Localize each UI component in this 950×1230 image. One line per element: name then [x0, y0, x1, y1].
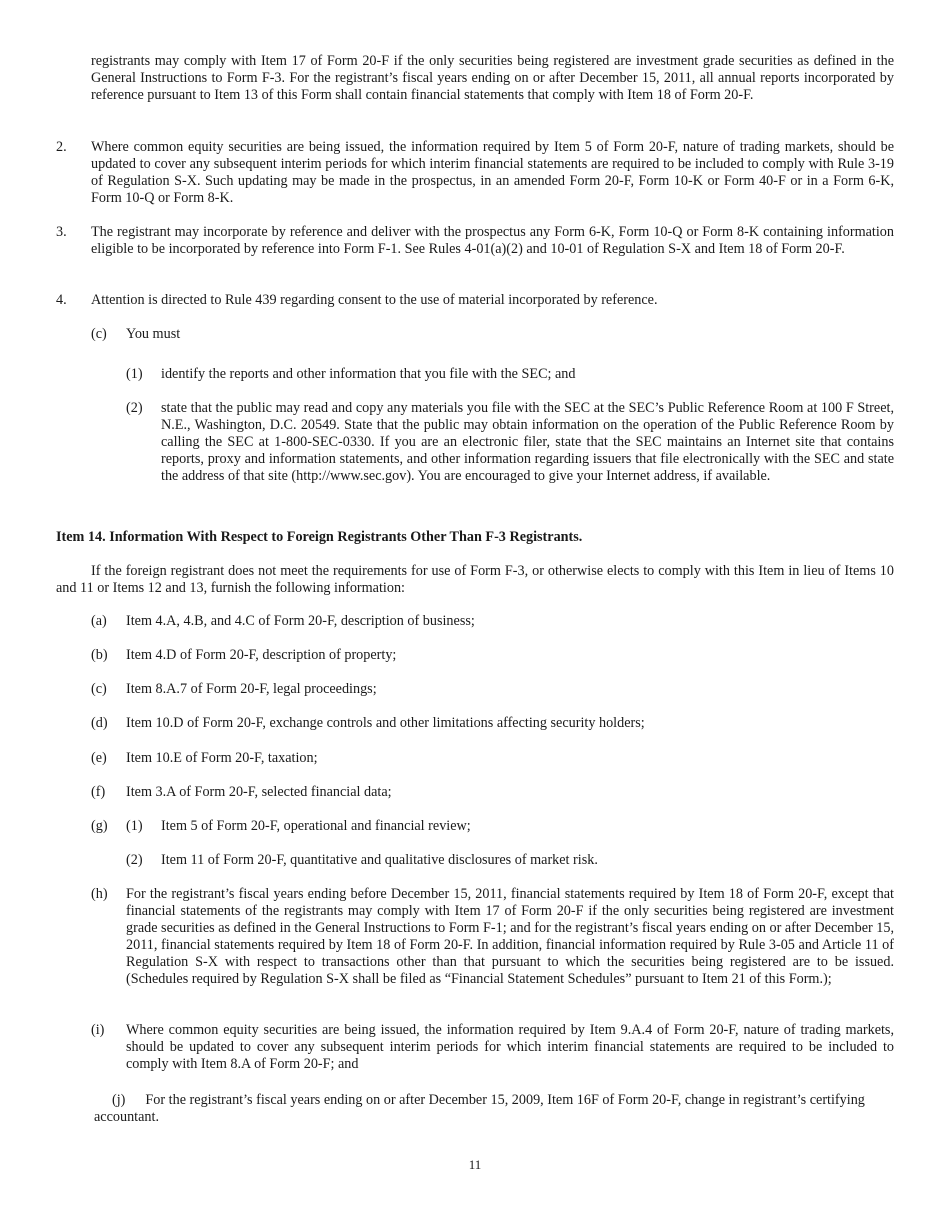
item-label: (b)	[91, 647, 108, 663]
item-label: (f)	[91, 784, 106, 800]
instruction-4-text: Attention is directed to Rule 439 regarding consent to the use of material incorporated by reference.	[91, 292, 658, 308]
subitem-label: (2)	[126, 400, 143, 416]
intro-paragraph	[56, 563, 894, 597]
item-text: Item 4.D of Form 20-F, description of property;	[126, 647, 397, 663]
instruction-text	[91, 224, 894, 258]
item-h-label: (h)	[91, 886, 108, 902]
instruction-number: 2.	[56, 139, 67, 155]
continuation-paragraph	[91, 53, 894, 104]
item-label: (a)	[91, 613, 107, 629]
item-g-label: (g)	[91, 818, 108, 834]
item-g-sub2-label: (2)	[126, 852, 143, 868]
intro-text: If the foreign registrant does not meet the requirements for use of Form F-3, or otherwise elects to comply with this Item in lieu of Items 10 and 11 or Items 12 and 13, furnish the following information:	[56, 563, 894, 596]
item-j-text: For the registrant’s fiscal years ending on or after December 15, 2009, Item 16F of Form 20-F, change in registrant’s certifying accountant.	[94, 1092, 865, 1125]
subitem-2-text: state that the public may read and copy any materials you file with the SEC at the SEC’s Public Reference Room at 100 F Street, N.E., Washington, D.C. 20549. State that the public may obtain information on the operation of the Public Reference Room by calling the SEC at 1-800-SEC-0330. If you are an electronic filer, state that the SEC maintains an Internet site that contains reports, proxy and information statements, and other information regarding issuers that file electronically with the SEC and state the address of that site (http://www.sec.gov). You are encouraged to give your Internet address, if available.	[161, 400, 894, 484]
item-j-paragraph	[94, 1092, 876, 1126]
item-i-label: (i)	[91, 1022, 105, 1038]
item-text: Item 4.A, 4.B, and 4.C of Form 20-F, description of business;	[126, 613, 475, 629]
item-g-sub1-label: (1)	[126, 818, 143, 834]
instruction-text	[91, 292, 894, 309]
item-g-sub2-text: Item 11 of Form 20-F, quantitative and qualitative disclosures of market risk.	[161, 852, 598, 868]
continuation-text: registrants may comply with Item 17 of Form 20-F if the only securities being registered are investment grade securities as defined in the General Instructions to Form F-3. For the registrant’s fiscal years ending on or after December 15, 2011, all annual reports incorporated by reference pursuant to Item 13 of this Form shall contain financial statements that comply with Item 18 of Form 20-F.	[91, 53, 894, 103]
item-label: (e)	[91, 750, 107, 766]
item-c-text: You must	[126, 326, 181, 342]
item-text: Item 10.D of Form 20-F, exchange controls and other limitations affecting security holders;	[126, 715, 645, 731]
instruction-number: 4.	[56, 292, 67, 308]
instruction-number: 3.	[56, 224, 67, 240]
page-number: 11	[468, 1157, 482, 1172]
subitem-label: (1)	[126, 366, 143, 382]
item-j-label: (j)	[112, 1092, 126, 1108]
item-text: Item 3.A of Form 20-F, selected financial data;	[126, 784, 392, 800]
item-label: (c)	[91, 681, 107, 697]
instruction-text	[91, 139, 894, 207]
instruction-3-text: The registrant may incorporate by reference and deliver with the prospectus any Form 6-K, Form 10-Q or Form 8-K containing information eligible to be incorporated by reference into Form F-1. See Rules 4-01(a)(2) and 10-01 of Regulation S-X and Item 18 of Form 20-F.	[91, 224, 894, 257]
item-text: Item 8.A.7 of Form 20-F, legal proceedings;	[126, 681, 377, 697]
item-i-text: Where common equity securities are being issued, the information required by Item 9.A.4 of Form 20-F, nature of trading markets, should be updated to cover any subsequent interim periods for which interim financial statements are required to be included to comply with Item 8.A of Form 20-F; and	[126, 1022, 894, 1072]
item-h-text: For the registrant’s fiscal years ending before December 15, 2011, financial statements required by Item 18 of Form 20-F, except that financial statements of the registrants may comply with Item 17 of Form 20-F if the only securities being registered are investment grade securities as defined in the General Instructions to Form F-1; and for the registrant’s fiscal years ending on or after December 15, 2011, financial statements required by Item 18 of Form 20-F. In addition, financial information required by Rule 3-05 and Article 11 of Regulation S-X with respect to transactions other than that pursuant to which the securities being registered are to be issued. (Schedules required by Regulation S-X shall be filed as “Financial Statement Schedules” pursuant to Item 21 of this Form.);	[126, 886, 894, 987]
item-text: Item 10.E of Form 20-F, taxation;	[126, 750, 318, 766]
instruction-2-text: Where common equity securities are being issued, the information required by Item 5 of Form 20-F, nature of trading markets, should be updated to cover any subsequent interim periods for which interim financial statements are required to be included to comply with Rule 3-19 of Regulation S-X. Such updating may be made in the prospectus, in an amended Form 20-F, Form 10-K or Form 40-F or in a Form 6-K, Form 10-Q or Form 8-K.	[91, 139, 894, 206]
item-i-block	[126, 1022, 894, 1073]
item-c-label: (c)	[91, 326, 107, 342]
item-j-block	[94, 1092, 876, 1126]
item-label: (d)	[91, 715, 108, 731]
subitem-1-text: identify the reports and other information that you file with the SEC; and	[161, 366, 576, 382]
item-h-block	[126, 886, 894, 988]
subitem-text	[161, 400, 894, 485]
subitem-text	[161, 366, 894, 383]
section-heading: Item 14. Information With Respect to Foreign Registrants Other Than F-3 Registrants.	[56, 529, 583, 545]
item-g-sub1-text: Item 5 of Form 20-F, operational and financial review;	[161, 818, 471, 834]
